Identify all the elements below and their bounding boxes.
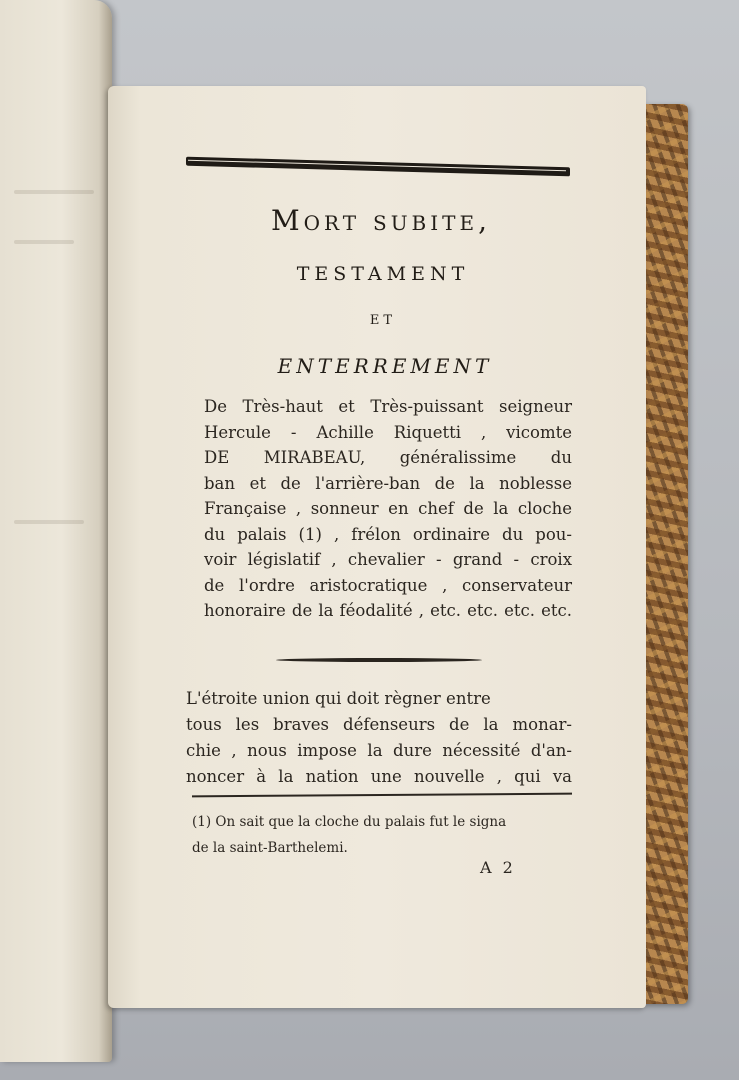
intro-line: Hercule - Achille Riquetti , vicomte bbox=[204, 422, 572, 442]
title-line-2: TESTAMENT bbox=[296, 263, 470, 285]
intro-line: DE MIRABEAU, généralissime du bbox=[204, 448, 572, 467]
intro-line: Française , sonneur en chef de la cloche bbox=[204, 499, 572, 518]
bleed-through-line bbox=[14, 240, 74, 244]
footnote-rule bbox=[192, 793, 572, 798]
bleed-through-line bbox=[14, 520, 84, 524]
footnote bbox=[192, 809, 582, 861]
intro-line: ban et de l'arrière-ban de la noblesse bbox=[204, 473, 572, 493]
right-page bbox=[108, 86, 646, 1008]
title-line-3: ET bbox=[369, 313, 397, 328]
intro-line: honoraire de la féodalité , etc. etc. etc. etc. bbox=[204, 601, 572, 620]
intro-line: de l'ordre aristocratique , conservateur bbox=[204, 575, 572, 595]
footnote-line: (1) On sait que la cloche du palais fut le signa bbox=[192, 814, 507, 830]
footnote-line: de la saint-Barthelemi. bbox=[192, 840, 348, 856]
bleed-through-line bbox=[14, 190, 94, 194]
title-line-1: Mort subite, bbox=[270, 204, 491, 237]
intro-line: voir législatif , chevalier - grand - croix bbox=[204, 550, 572, 569]
intro-line: De Très-haut et Très-puissant seigneur bbox=[204, 397, 572, 416]
paragraph-line: chie , nous impose la dure nécessité d'an- bbox=[186, 741, 572, 760]
intro-line: du palais (1) , frélon ordinaire du pou- bbox=[204, 524, 572, 544]
paragraph-line: noncer à la nation une nouvelle , qui va bbox=[186, 767, 572, 786]
left-page bbox=[0, 0, 112, 1062]
top-rule bbox=[186, 157, 570, 177]
paragraph-first-line: L'étroite union qui doit règner entre bbox=[186, 689, 491, 708]
signature-mark: A 2 bbox=[480, 858, 516, 877]
title-line-4: ENTERREMENT bbox=[277, 354, 493, 378]
ornament-rule bbox=[276, 658, 482, 662]
opening-paragraph bbox=[186, 686, 572, 790]
paragraph-line: tous les braves défenseurs de la monar- bbox=[186, 715, 572, 734]
intro-block bbox=[204, 394, 572, 624]
marbled-board bbox=[640, 104, 688, 1004]
